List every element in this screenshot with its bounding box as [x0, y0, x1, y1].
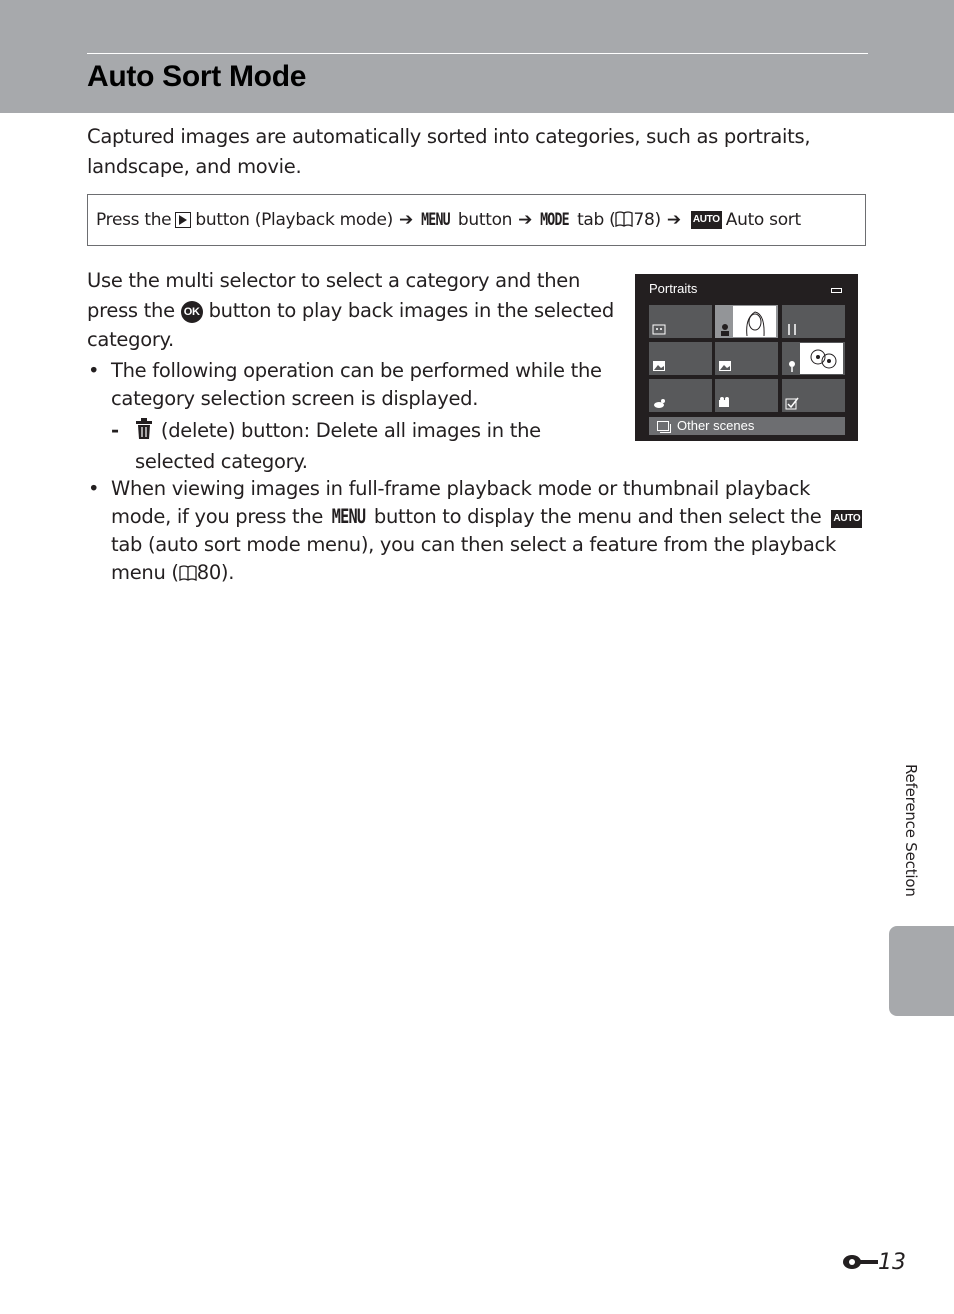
- landscape-icon: [652, 359, 666, 373]
- page-marker-icon: [840, 1252, 878, 1270]
- page-reference-icon: [615, 210, 633, 230]
- auto-sort-icon: AUTO: [831, 510, 862, 528]
- bullet-text: The following operation can be performed while the category selection screen is displayed.: [111, 359, 602, 410]
- category-cell[interactable]: [715, 342, 778, 375]
- playback-button-icon: [175, 212, 191, 228]
- bullet-marker: •: [88, 477, 100, 500]
- nav-text-playback: button (Playback mode): [195, 210, 393, 230]
- category-cell[interactable]: [649, 379, 712, 412]
- category-cell-selected[interactable]: [715, 305, 778, 338]
- sub-list-text: (delete) button: Delete all images in the selected category.: [135, 419, 541, 473]
- trash-icon: [135, 418, 153, 448]
- arrow-icon: ➔: [666, 210, 681, 230]
- nav-text-button: button: [457, 210, 513, 230]
- arrow-icon: ➔: [398, 210, 413, 230]
- header-band: [0, 0, 954, 113]
- instruction-text-a: Use the multi selector to select a category and then press the: [87, 269, 581, 322]
- nav-reference-page: 78): [633, 210, 661, 230]
- portrait-thumbnail: [733, 306, 776, 337]
- category-cell[interactable]: [782, 379, 845, 412]
- portrait-icon: [718, 322, 732, 336]
- intro-paragraph: Captured images are automatically sorted into categories, such as portraits, landscape, and movie.: [87, 125, 811, 178]
- dash-marker: -: [111, 419, 119, 442]
- header-rule: [87, 53, 868, 54]
- page-reference-icon: [179, 561, 197, 584]
- nav-text-tab: tab (: [577, 210, 616, 230]
- closeup-icon: [785, 359, 799, 373]
- ok-button-icon: OK: [181, 301, 203, 323]
- category-grid: [649, 305, 845, 413]
- screen-title: Portraits: [649, 281, 698, 296]
- menu-button-icon: MENU: [420, 210, 450, 230]
- menu-button-icon: MENU: [331, 505, 366, 528]
- category-cell[interactable]: [649, 305, 712, 338]
- auto-sort-icon: AUTO: [691, 211, 722, 229]
- side-section-label: Reference Section: [902, 764, 920, 897]
- page-number-text: 13: [878, 1250, 906, 1275]
- category-cell[interactable]: [715, 379, 778, 412]
- smile-icon: [652, 322, 666, 336]
- pet-icon: [652, 396, 666, 410]
- other-scenes-bar[interactable]: [649, 417, 845, 435]
- category-cell[interactable]: [782, 342, 845, 375]
- camera-screen: [635, 274, 858, 441]
- instruction-paragraph: [87, 266, 617, 355]
- other-scenes-label: Other scenes: [677, 418, 755, 433]
- mode-tab-icon: MODE: [540, 210, 569, 230]
- instruction-text-b: button to play back images in the selected category.: [87, 298, 614, 351]
- arrow-icon: ➔: [518, 210, 533, 230]
- landscape-dusk-icon: [718, 359, 732, 373]
- bullet-text-a: When viewing images in full-frame playback mode or thumbnail playback mode, if you press the: [111, 477, 811, 528]
- list-item: [88, 475, 871, 587]
- category-cell[interactable]: [649, 342, 712, 375]
- sub-list-item: [111, 417, 555, 476]
- list-item: [88, 357, 611, 413]
- side-section-tab: [889, 926, 954, 1016]
- page-number: [840, 1250, 906, 1275]
- bullet-marker: •: [88, 359, 100, 382]
- bullet-reference-page: 80).: [196, 561, 235, 584]
- bullet-text-b: button to display the menu and then select the: [373, 505, 822, 528]
- bullet-text-c: tab (auto sort mode menu), you can then select a feature from the playback menu (: [111, 533, 836, 584]
- flower-thumbnail: [800, 343, 843, 374]
- check-icon: [785, 396, 799, 410]
- movie-icon: [718, 396, 732, 410]
- battery-icon: [831, 288, 842, 293]
- nav-text-press: Press the: [96, 210, 172, 230]
- nav-text-auto-sort: Auto sort: [725, 210, 801, 230]
- navigation-path-box: [87, 194, 866, 246]
- food-icon: [785, 322, 799, 336]
- page-title: Auto Sort Mode: [87, 60, 307, 93]
- other-scenes-icon: [657, 421, 669, 431]
- category-cell[interactable]: [782, 305, 845, 338]
